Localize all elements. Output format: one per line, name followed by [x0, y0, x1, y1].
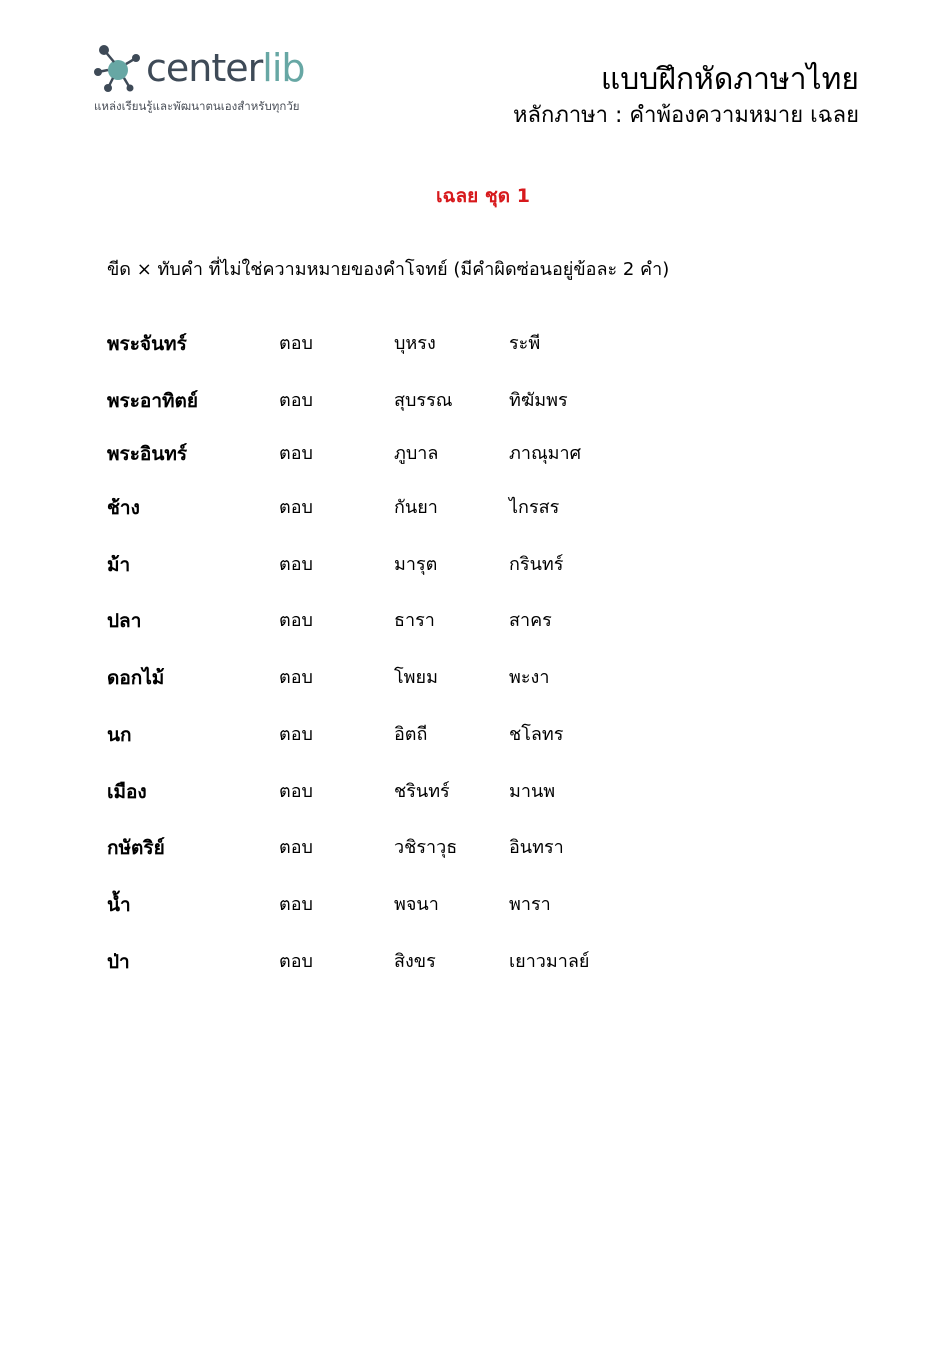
option-word: มารุต: [394, 554, 438, 575]
option-word: อิตถี: [394, 724, 428, 745]
question-word: น้ำ: [107, 894, 131, 916]
option-word: พะงา: [509, 667, 550, 688]
answer-label: ตอบ: [279, 894, 313, 915]
answer-label: ตอบ: [279, 724, 313, 745]
brand-name-part1: center: [146, 46, 263, 90]
answer-label: ตอบ: [279, 781, 313, 802]
option-word: พารา: [509, 894, 551, 915]
page-subtitle: หลักภาษา : คำพ้องความหมาย เฉลย: [513, 103, 859, 128]
exercise-row: [0, 832, 951, 864]
option-word: สิงขร: [394, 951, 436, 972]
option-word: วชิราวุธ: [394, 837, 458, 858]
logo: [92, 40, 342, 120]
answer-label: ตอบ: [279, 443, 313, 464]
brand-name: [146, 44, 305, 92]
question-word: พระอินทร์: [107, 443, 188, 465]
question-word: พระจันทร์: [107, 333, 187, 355]
answer-label: ตอบ: [279, 610, 313, 631]
question-word: ปลา: [107, 610, 142, 632]
question-word: ช้าง: [107, 497, 140, 519]
exercise-row: [0, 549, 951, 581]
question-word: นก: [107, 724, 132, 746]
option-word: สาคร: [509, 610, 552, 631]
option-word: สุบรรณ: [394, 390, 453, 411]
option-word: โพยม: [394, 667, 438, 688]
exercise-row: [0, 328, 951, 360]
option-word: ธารา: [394, 610, 435, 631]
exercise-row: [0, 662, 951, 694]
answer-set-title: เฉลย ชุด 1: [436, 185, 530, 207]
answer-label: ตอบ: [279, 554, 313, 575]
option-word: อินทรา: [509, 837, 564, 858]
question-word: ม้า: [107, 554, 131, 576]
option-word: ชโลทร: [509, 724, 564, 745]
option-word: ภูบาล: [394, 443, 439, 464]
option-word: ทิฆัมพร: [509, 390, 568, 411]
exercise-row: [0, 605, 951, 637]
answer-label: ตอบ: [279, 390, 313, 411]
page-title: แบบฝึกหัดภาษาไทย: [600, 62, 859, 97]
option-word: เยาวมาลย์: [509, 951, 590, 972]
exercise-row: [0, 776, 951, 808]
brand-tagline: แหล่งเรียนรู้และพัฒนาตนเองสำหรับทุกวัย: [94, 99, 300, 113]
exercise-row: [0, 438, 951, 470]
answer-label: ตอบ: [279, 951, 313, 972]
instruction-text: ขีด × ทับคำ ที่ไม่ใช่ความหมายของคำโจทย์ (มีคำผิดซ่อนอยู่ข้อละ 2 คำ): [107, 259, 670, 280]
molecule-icon: [92, 42, 144, 94]
answer-label: ตอบ: [279, 667, 313, 688]
exercise-row: [0, 492, 951, 524]
brand-name-part2: lib: [262, 46, 305, 90]
exercise-row: [0, 889, 951, 921]
question-word: ป่า: [107, 951, 130, 973]
option-word: ชรินทร์: [394, 781, 450, 802]
question-word: กษัตริย์: [107, 837, 165, 859]
question-word: ดอกไม้: [107, 667, 165, 689]
option-word: ไกรสร: [509, 497, 560, 518]
option-word: ภาณุมาศ: [509, 443, 582, 464]
question-word: เมือง: [107, 781, 147, 803]
option-word: พจนา: [394, 894, 439, 915]
answer-label: ตอบ: [279, 497, 313, 518]
option-word: กรินทร์: [509, 554, 564, 575]
answer-label: ตอบ: [279, 333, 313, 354]
option-word: มานพ: [509, 781, 556, 802]
exercise-row: [0, 719, 951, 751]
option-word: บุหรง: [394, 333, 436, 354]
exercise-row: [0, 946, 951, 978]
option-word: กันยา: [394, 497, 438, 518]
option-word: ระพี: [509, 333, 541, 354]
exercise-row: [0, 385, 951, 417]
answer-label: ตอบ: [279, 837, 313, 858]
question-word: พระอาทิตย์: [107, 390, 199, 412]
